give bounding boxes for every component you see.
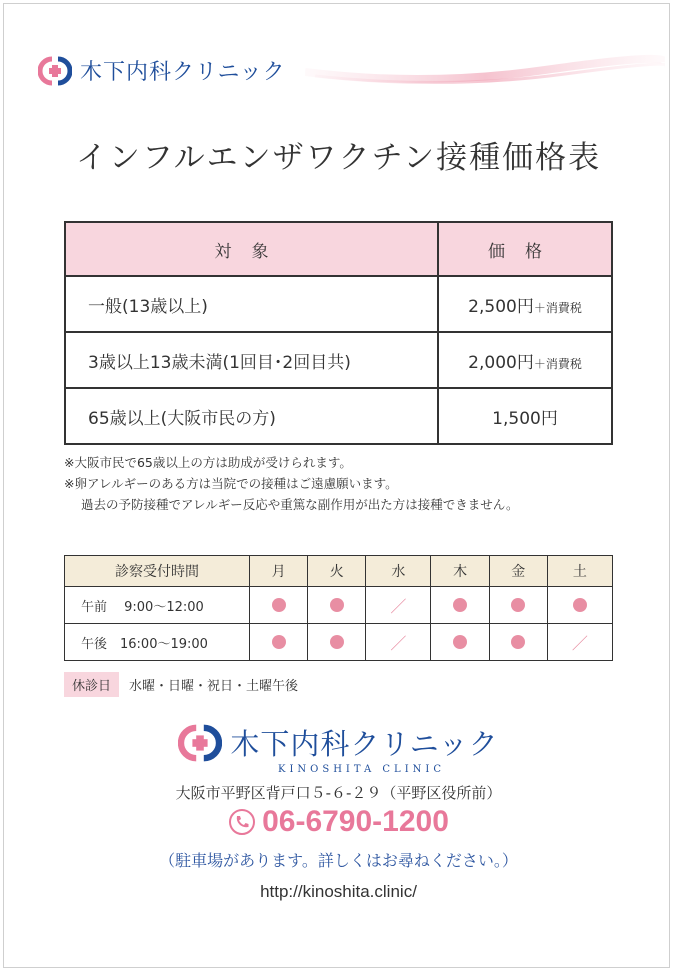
footer-clinic-name: 木下内科クリニック	[230, 727, 499, 761]
parking-note: （駐車場があります。詳しくはお尋ねください。）	[159, 851, 518, 870]
day-header: 月	[250, 556, 308, 587]
open-dot-icon	[453, 598, 467, 612]
clinic-address: 大阪市平野区背戸口５-６-２９（平野区役所前）	[175, 784, 502, 802]
hours-row	[65, 587, 613, 624]
status-cell	[431, 624, 489, 661]
day-header: 金	[489, 556, 547, 587]
tax-note: ＋消費税	[533, 300, 582, 315]
price-table-header-price: 価格	[438, 222, 612, 276]
hours-row	[65, 624, 613, 661]
open-dot-icon	[272, 598, 286, 612]
price-table	[64, 221, 613, 445]
note-line: ※大阪市民で65歳以上の方は助成が受けられます。	[64, 455, 352, 470]
price-row-amount	[438, 332, 612, 388]
open-dot-icon	[573, 598, 587, 612]
footer-clinic-roman: KINOSHITA CLINIC	[277, 764, 445, 775]
header-clinic-name: 木下内科クリニック	[80, 60, 286, 85]
open-dot-icon	[330, 635, 344, 649]
price-row-target: 一般(13歳以上)	[65, 276, 438, 332]
tax-note: ＋消費税	[533, 356, 582, 371]
open-dot-icon	[511, 598, 525, 612]
phone-icon	[228, 808, 256, 836]
hours-table	[64, 555, 613, 661]
price-table-header-target: 対象	[65, 222, 438, 276]
day-header: 木	[431, 556, 489, 587]
footer-logo	[0, 722, 677, 763]
hours-table-header: 診察受付時間	[65, 556, 250, 587]
hours-period: 午後 16:00～19:00	[65, 624, 250, 661]
page-title: インフルエンザワクチン接種価格表	[75, 140, 602, 176]
status-cell	[308, 587, 366, 624]
status-cell	[250, 624, 308, 661]
note-line: 過去の予防接種でアレルギー反応や重篤な副作用が出た方は接種できません。	[81, 497, 519, 512]
price-value: 1,500円	[492, 408, 558, 429]
phone-number[interactable]: 06-6790-1200	[262, 805, 449, 838]
price-row-target: 65歳以上(大阪市民の方)	[65, 388, 438, 444]
closed-days-value: 水曜・日曜・祝日・土曜午後	[129, 679, 299, 694]
price-row	[65, 332, 612, 388]
closed-days	[64, 672, 298, 697]
status-cell	[250, 587, 308, 624]
status-cell	[366, 587, 431, 624]
status-cell	[547, 587, 612, 624]
status-cell	[366, 624, 431, 661]
price-row	[65, 388, 612, 444]
day-header: 土	[547, 556, 612, 587]
closed-slash-icon: ／	[390, 633, 407, 653]
clinic-logo-icon	[38, 56, 72, 86]
open-dot-icon	[453, 635, 467, 649]
header-logo	[38, 55, 286, 86]
price-row-amount	[438, 276, 612, 332]
status-cell	[489, 624, 547, 661]
clinic-logo-icon	[178, 724, 222, 762]
day-header: 水	[366, 556, 431, 587]
clinic-url[interactable]: http://kinoshita.clinic/	[260, 882, 417, 901]
open-dot-icon	[330, 598, 344, 612]
decorative-swoosh	[305, 52, 665, 92]
open-dot-icon	[511, 635, 525, 649]
open-dot-icon	[272, 635, 286, 649]
day-header: 火	[308, 556, 366, 587]
status-cell	[431, 587, 489, 624]
status-cell	[547, 624, 612, 661]
closed-slash-icon: ／	[571, 633, 588, 653]
price-row-amount	[438, 388, 612, 444]
closed-slash-icon: ／	[390, 596, 407, 616]
status-cell	[308, 624, 366, 661]
price-row	[65, 276, 612, 332]
price-row-target: 3歳以上13歳未満(1回目･2回目共)	[65, 332, 438, 388]
status-cell	[489, 587, 547, 624]
hours-period: 午前 9:00～12:00	[65, 587, 250, 624]
closed-days-label: 休診日	[64, 672, 119, 697]
price-value: 2,000円	[468, 352, 534, 373]
price-value: 2,500円	[468, 296, 534, 317]
note-line: ※卵アレルギーのある方は当院での接種はご遠慮願います。	[64, 476, 398, 491]
notes	[64, 452, 518, 515]
phone-row	[0, 805, 677, 839]
